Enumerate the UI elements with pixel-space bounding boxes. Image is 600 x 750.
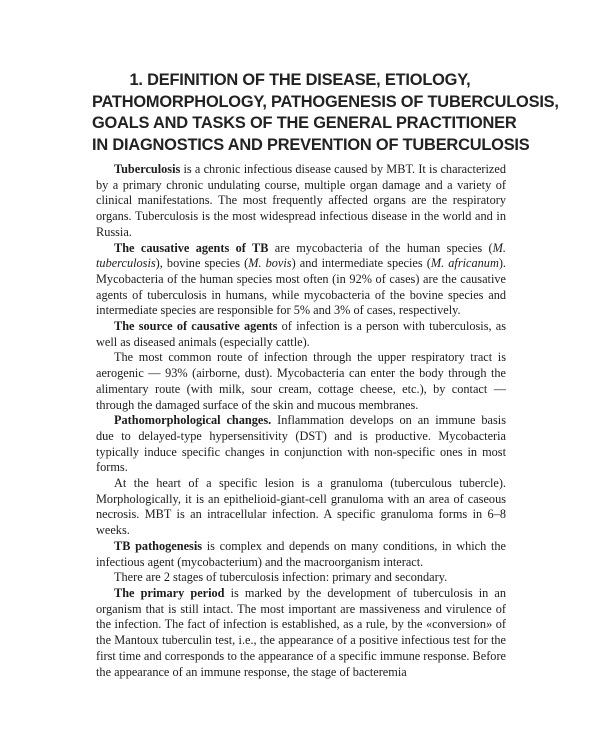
chapter-heading [92, 70, 559, 156]
species-name: M. bovis [248, 256, 292, 271]
paragraph-tuberculosis-definition [96, 162, 506, 241]
paragraph-text: There are 2 stages of tuberculosis infection: primary and secondary. [114, 570, 448, 585]
paragraph-text: is marked by the development of tuberculosis in an organism that is still intact. The most important are massiveness and virulence of the infection. The fact of infection is established, as a rule, by the «conversion» of the Mantoux tuberculin test, i.e., the appearance of a positive infectious test for the first time and corresponds to the appearance of a specific immune response. Before the appearance of an immune response, the stage of bacteremia [96, 585, 506, 679]
paragraph-granuloma [96, 476, 506, 539]
heading-line: 1. DEFINITION OF THE DISEASE, ETIOLOGY, [129, 71, 471, 89]
body-text [96, 162, 506, 680]
paragraph-text: At the heart of a specific lesion is a granuloma (tuberculous tubercle). Morphologically, it is an epithelioid-giant-cell granuloma with an area of caseous necrosis. MBT is an intracellular infection. A specific granuloma forms in 6–8 weeks. [96, 476, 506, 538]
paragraph-text: are mycobacteria of the human species ( [268, 240, 493, 255]
term: The causative agents of TB [114, 240, 269, 255]
species-name: M. аfricanum [430, 256, 499, 271]
paragraph-text: ). Mycobacteria of the human species most often (in 92% of cases) are the causative agents of tuberculosis in humans, while mycobacteria of the bovine species and intermediate species are responsible for 5% and 3% of cases, respectively. [96, 256, 506, 318]
term: Tuberculosis [114, 162, 181, 176]
paragraph-text: is complex and depends on many conditions, in which the infectious agent (mycobacterium) and the macroorganism interact. [96, 538, 506, 569]
paragraph-text: of infection is a person with tuberculosis, as well as diseased animals (especially cattle). [96, 319, 507, 349]
term: Pathomorphological changes. [114, 413, 272, 428]
paragraph-route-of-infection [96, 350, 506, 413]
paragraph-text: The most common route of infection through the upper respiratory tract is aerogenic — 93% (airborne, dust). Mycobacteria can enter the body through the alimentary route (with milk, sour cream, cottage cheese, etc.), by contact — through the damaged surface of the skin and mucous membranes. [96, 350, 506, 412]
paragraph-text: ) and intermediate species ( [291, 256, 431, 271]
paragraph-pathogenesis [96, 539, 506, 570]
term: The source of causative agents [114, 319, 278, 334]
paragraph-text: is a chronic infectious disease caused by MBT. It is characterized by a primary chronic undulating course, multiple organ damage and a variety of clinical manifestations. The most frequently affected organs are the respiratory organs. Tuberculosis is the most widespread infectious disease in the world and in Russia. [96, 162, 506, 239]
paragraph-primary-period [96, 586, 506, 680]
paragraph-pathomorphology [96, 413, 506, 476]
paragraph-causative-agents [96, 241, 506, 320]
heading-line: PATHOMORPHOLOGY, PATHOGENESIS OF TUBERCULOSIS, [92, 92, 559, 111]
heading-line: IN DIAGNOSTICS AND PREVENTION OF TUBERCULOSIS [92, 135, 530, 154]
heading-line: GOALS AND TASKS OF THE GENERAL PRACTITIONER [92, 114, 517, 132]
term: TB pathogenesis [114, 538, 203, 553]
paragraph-source-of-agents [96, 319, 506, 350]
paragraph-stages [96, 570, 506, 586]
paragraph-text: ), bovine species ( [155, 256, 249, 271]
term: The primary period [114, 585, 225, 600]
paragraph-text: Inflammation develops on an immune basis due to delayed-type hypersensitivity (DST) and is productive. Mycobacteria typically induce specific changes in conjunction with non-specific ones in most forms. [96, 413, 506, 475]
species-name: M. tuberculosis [96, 240, 506, 271]
